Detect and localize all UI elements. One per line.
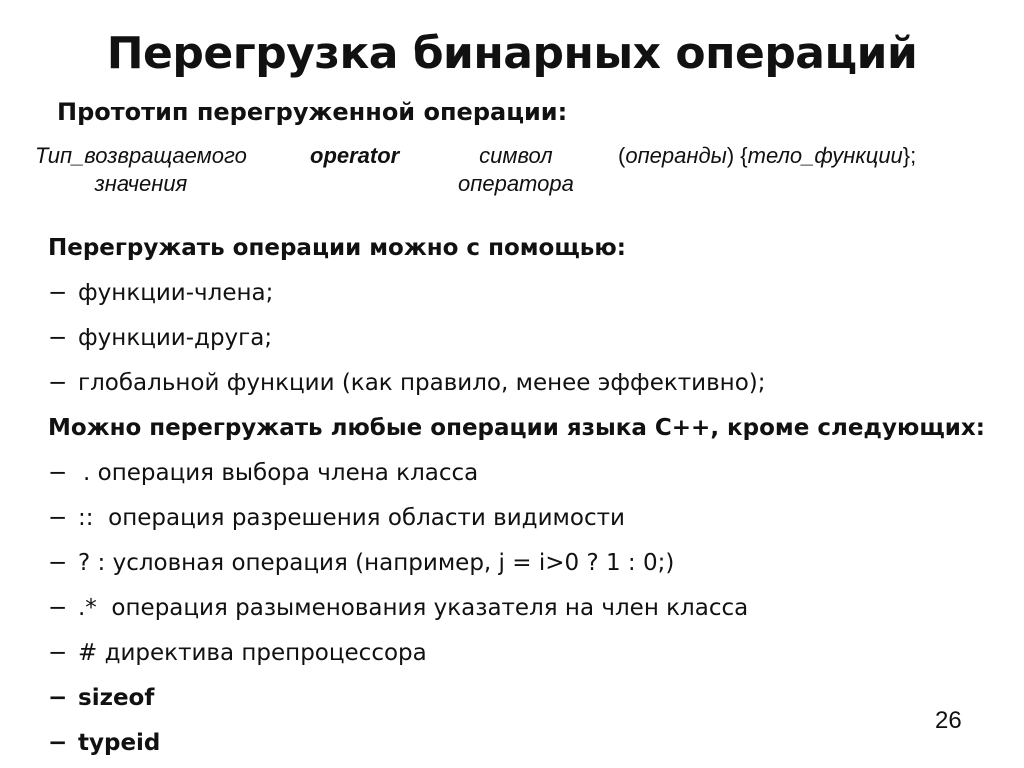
list-item <box>48 498 985 543</box>
overload-heading: Перегружать операции можно с помощью: <box>48 235 626 261</box>
list-item-text: sizeof <box>78 685 155 711</box>
prototype-operator-symbol <box>458 142 574 198</box>
prototype-operands-body <box>618 142 916 170</box>
list-item-text: typeid <box>78 730 161 756</box>
slide-title: Перегрузка бинарных операций <box>106 28 918 79</box>
list-item-text: .* операция разыменования указателя на член класса <box>78 595 749 621</box>
list-item <box>48 678 985 723</box>
symbol-line2: оператора <box>458 171 574 196</box>
prototype-heading: Прототип перегруженной операции: <box>57 98 568 126</box>
dash-bullet: − <box>48 460 68 486</box>
list-item-text: . операция выбора члена класса <box>83 460 479 486</box>
list-item <box>48 723 985 768</box>
list-item-text: ? : условная операция (например, j = i>0 ? 1 : 0;) <box>78 550 675 576</box>
operands-text: операнды <box>625 143 727 168</box>
page-number: 26 <box>935 707 962 734</box>
list-item <box>48 318 985 363</box>
close-paren-brace: ) { <box>726 143 748 168</box>
dash-bullet: − <box>48 730 68 756</box>
symbol-line1: символ <box>479 143 553 168</box>
list-item <box>48 273 985 318</box>
list-item-text: функции-друга; <box>78 325 273 351</box>
prototype-operator-keyword: operator <box>310 143 400 168</box>
return-type-line1: Тип_возвращаемого <box>35 143 247 168</box>
dash-bullet: − <box>48 370 68 396</box>
list-item-text: функции-члена; <box>78 280 274 306</box>
dash-bullet: − <box>48 640 68 666</box>
prototype-return-type <box>35 142 247 198</box>
closing-brace: }; <box>902 143 917 168</box>
exceptions-heading: Можно перегружать любые операции языка С++, кроме следующих: <box>48 415 985 441</box>
dash-bullet: − <box>48 505 68 531</box>
list-item <box>48 588 985 633</box>
return-type-line2: значения <box>94 171 188 196</box>
list-item-text: # директива препроцессора <box>78 640 427 666</box>
list-item <box>48 363 985 408</box>
dash-bullet: − <box>48 685 68 711</box>
dash-bullet: − <box>48 550 68 576</box>
slide-body <box>48 228 985 768</box>
dash-bullet: − <box>48 280 68 306</box>
list-item <box>48 453 985 498</box>
open-paren: ( <box>618 143 626 168</box>
function-body-text: тело_функции <box>747 143 903 168</box>
list-item <box>48 543 985 588</box>
dash-bullet: − <box>48 325 68 351</box>
dash-bullet: − <box>48 595 68 621</box>
list-item-text: :: операция разрешения области видимости <box>78 505 625 531</box>
list-item-text: глобальной функции (как правило, менее эффективно); <box>78 370 766 396</box>
list-item <box>48 633 985 678</box>
